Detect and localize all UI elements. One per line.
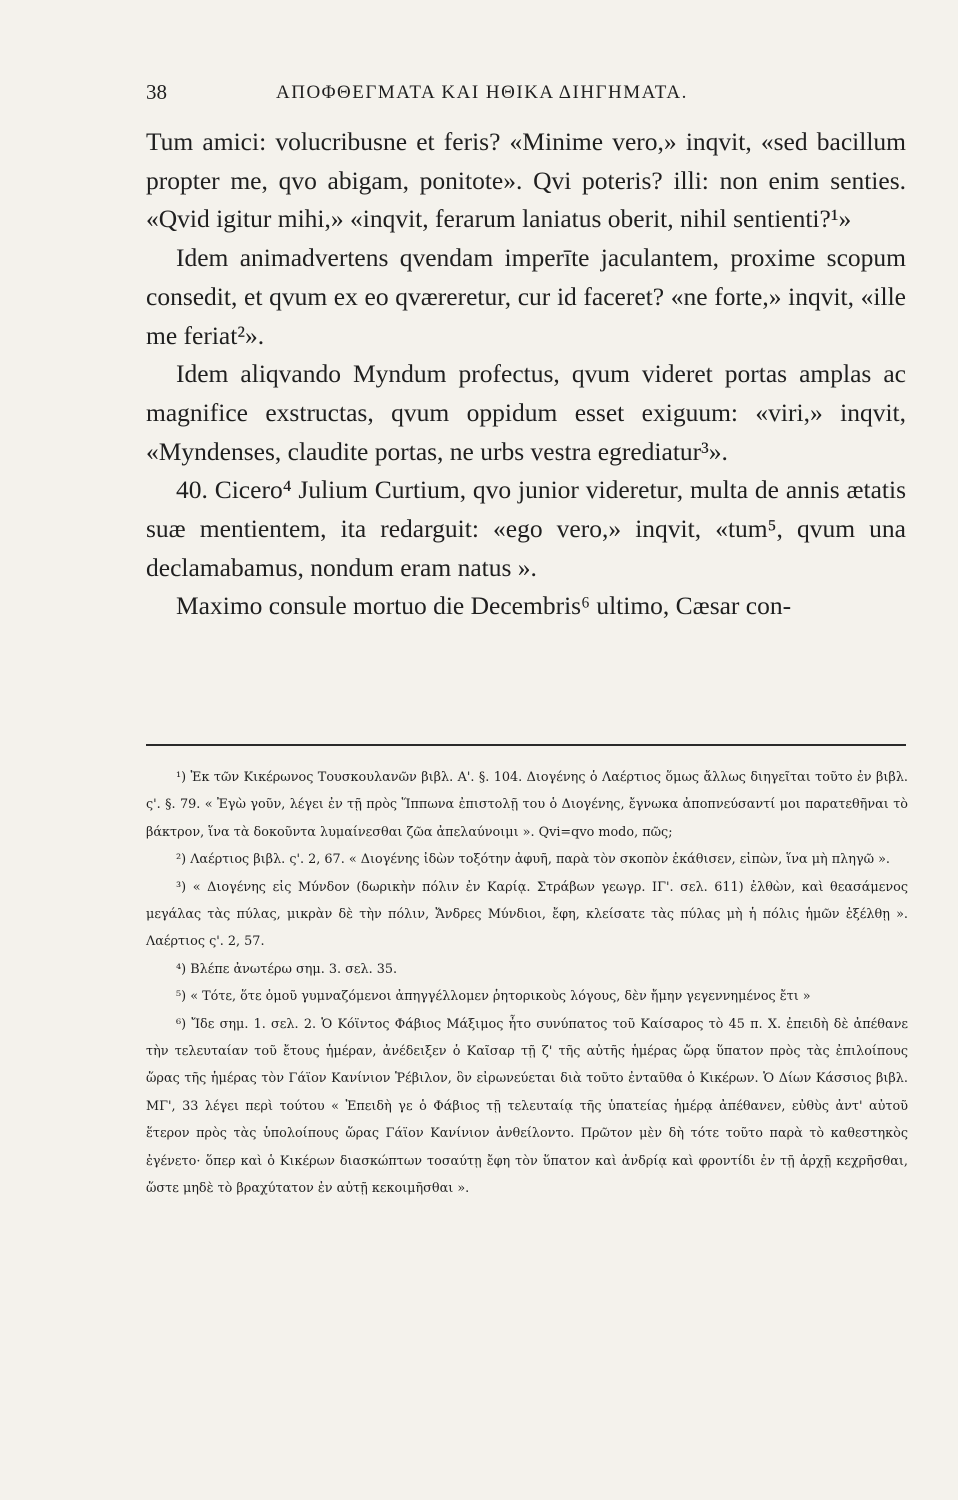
page-header — [146, 80, 906, 116]
paragraph: Idem aliqvando Myndum profectus, qvum videret portas amplas ac magnifice exstructas, qvum oppidum esset exiguum: «viri,» inqvit, «Myndenses, claudite portas, ne urbs vestra egrediatur³». — [146, 359, 906, 466]
paragraph: Maximo consule mortuo die Decembris⁶ ultimo, Cæsar con- — [176, 591, 792, 621]
running-title: ΑΠΟΦΘΕΓΜΑΤΑ ΚΑΙ ΗΘΙΚΑ ΔΙΗΓΗΜΑΤΑ. — [276, 82, 688, 103]
footnote: ⁶) Ἴδε σημ. 1. σελ. 2. Ὁ Κόϊντος Φάβιος Μάξιμος ἦτο συνύπατος τοῦ Καίσαρος τὸ 45 π. Χ. ἐπειδὴ δὲ ἀπέθανε τὴν τελευταίαν τοῦ ἔτους ἡμέραν, ἀνέδειξεν ὁ Καῖσαρ τῇ ζ' τῆς αὐτῆς ἡμέρας ὥρᾳ ὕπατον πρὸς τὰς ἐπιλοίπους ὥρας τῆς ἡμέρας τὸν Γάϊον Κανίνιον Ῥέβιλον, ὃν εἰρωνεύεται διὰ τοῦτο ἐνταῦθα ὁ Κικέρων. Ὁ Δίων Κάσσιος βιβλ. ΜΓ', 33 λέγει περὶ τούτου « Ἐπειδὴ γε ὁ Φάβιος τῇ τελευταίᾳ τῆς ὑπατείας ἡμέρᾳ ἀπέθανεν, εὐθὺς ἀντ' αὐτοῦ ἕτερον πρὸς τὰς ὑπολοίπους ὥρας Γάϊον Κανίνιον ἀνθείλοντο. Πρῶτον μὲν δὴ τότε τοῦτο παρὰ τὸ καθεστηκὸς ἐγένετο· ὅπερ καὶ ὁ Κικέρων διασκώπτων τοσαύτῃ ἔφη τὸν ὕπατον καὶ ἀνδρίᾳ καὶ φροντίδι ἐν τῇ ἀρχῇ κεχρῆσθαι, ὥστε μηδὲ τὸ βραχύτατον ἐν αὐτῇ κεκοιμῆσθαι ». — [146, 1016, 908, 1197]
footnote-divider — [146, 744, 906, 746]
footnote: ²) Λαέρτιος βιβλ. ς'. 2, 67. « Διογένης ἰδὼν τοξότην ἀφυῆ, παρὰ τὸν σκοπὸν ἐκάθισεν, εἰπὼν, ἵνα μὴ πληγῶ ». — [176, 852, 891, 868]
footnote: ⁵) « Τότε, ὅτε ὁμοῦ γυμναζόμενοι ἀπηγγέλλομεν ῥητορικοὺς λόγους, δὲν ἤμην γεγεννημένος ἔτι » — [176, 989, 811, 1005]
paragraph: Idem animadvertens qvendam imperīte jaculantem, proxime scopum consedit, et qvum ex eo qværeretur, cur id faceret? «ne forte,» inqvit, «ille me feriat²». — [146, 243, 906, 350]
footnotes — [146, 764, 908, 1203]
footnote: ¹) Ἐκ τῶν Κικέρωνος Τουσκουλανῶν βιβλ. Α'. §. 104. Διογένης ὁ Λαέρτιος ὅμως ἄλλως διηγεῖται τοῦτο ἐν βιβλ. ς'. §. 79. « Ἐγὼ γοῦν, λέγει ἐν τῇ πρὸς Ἵππωνα ἐπιστολῇ του ὁ Διογένης, ἔγνωκα ἀποπνεύσαντί μοι παρατεθῆναι τὸ βάκτρον, ἵνα τὰ δοκοῦντα λυμαίνεσθαι ζῶα ἀπελαύνοιμι ». Qvi=qvo modo, πῶς; — [146, 770, 908, 840]
paragraph: Tum amici: volucribusne et feris? «Minime vero,» inqvit, «sed bacillum propter me, qvo abigam, ponitote». Qvi poteris? illi: non enim senties. «Qvid igitur mihi,» «inqvit, ferarum laniatus oberit, nihil sentienti?¹» — [146, 127, 906, 234]
page-number: 38 — [146, 80, 167, 104]
paragraph: 40. Cicero⁴ Julium Curtium, qvo junior videretur, multa de annis ætatis suæ mentientem, ita redarguit: «ego vero,» inqvit, «tum⁵, qvum una declamabamus, nondum eram natus ». — [146, 475, 906, 582]
main-text — [146, 123, 906, 626]
footnote: ³) « Διογένης εἰς Μύνδον (δωρικὴν πόλιν ἐν Καρίᾳ. Στράβων γεωγρ. ΙΓ'. σελ. 611) ἐλθὼν, καὶ θεασάμενος μεγάλας τὰς πύλας, μικρὰν δὲ τὴν πόλιν, Ἄνδρες Μύνδιοι, ἔφη, κλείσατε τὰς πύλας μὴ ἡ πόλις ἡμῶν ἐξέλθῃ ». Λαέρτιος ς'. 2, 57. — [146, 879, 908, 950]
footnote: ⁴) Βλέπε ἀνωτέρω σημ. 3. σελ. 35. — [176, 961, 398, 977]
